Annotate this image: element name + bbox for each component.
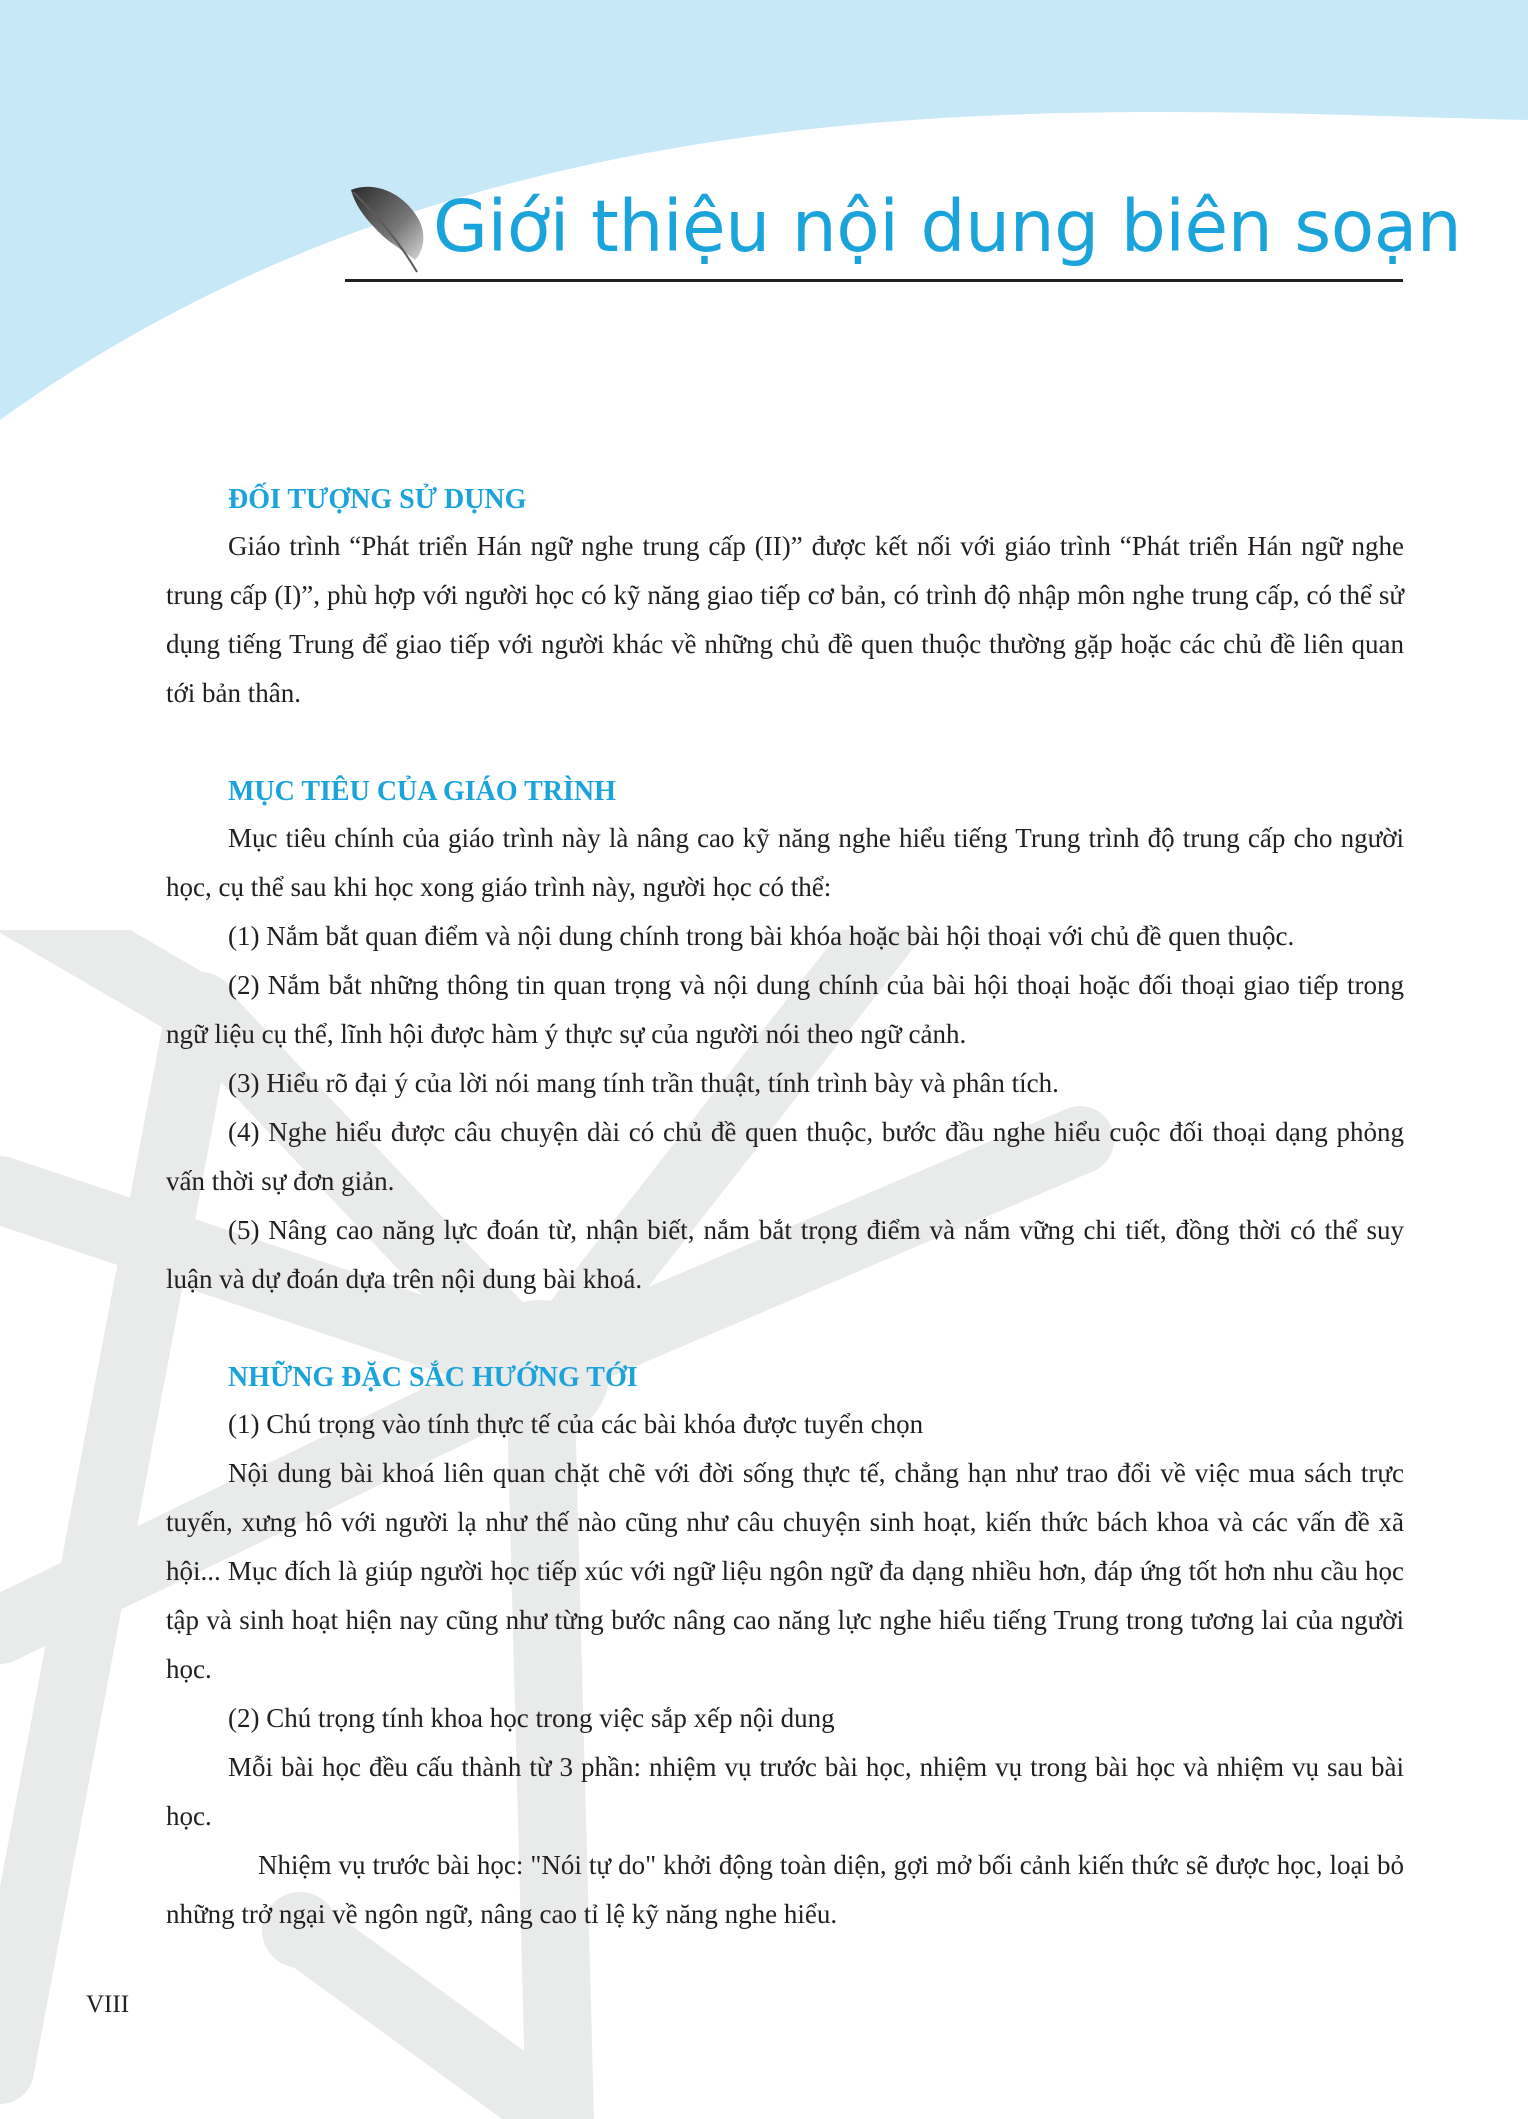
list-item: (2) Nắm bắt những thông tin quan trọng và nội dung chính của bài hội thoại hoặc đối thoại giao tiếp trong ngữ liệu cụ thể, lĩnh hội được hàm ý thực sự của người nói theo ngữ cảnh. (166, 970, 1404, 1049)
feather-icon (345, 180, 433, 276)
paragraph: Giáo trình “Phát triển Hán ngữ nghe trung cấp (II)” được kết nối với giáo trình “Phát triển Hán ngữ nghe trung cấp (I)”, phù hợp với người học có kỹ năng giao tiếp cơ bản, có trình độ nhập môn nghe trung cấp, có thể sử dụng tiếng Trung để giao tiếp với người khác về những chủ đề quen thuộc thường gặp hoặc các chủ đề liên quan tới bản thân. (166, 531, 1404, 708)
list-item: (5) Nâng cao năng lực đoán từ, nhận biết, nắm bắt trọng điểm và nắm vững chi tiết, đồng thời có thể suy luận và dự đoán dựa trên nội dung bài khoá. (166, 1215, 1404, 1294)
page-title: Giới thiệu nội dung biên soạn (433, 185, 1462, 268)
paragraph: Nhiệm vụ trước bài học: "Nói tự do" khởi động toàn diện, gợi mở bối cảnh kiến thức sẽ được học, loại bỏ những trở ngại về ngôn ngữ, nâng cao tỉ lệ kỹ năng nghe hiểu. (166, 1850, 1404, 1929)
list-item: (1) Nắm bắt quan điểm và nội dung chính trong bài khóa hoặc bài hội thoại với chủ đề quen thuộc. (228, 921, 1295, 951)
sub-heading: (2) Chú trọng tính khoa học trong việc sắp xếp nội dung (228, 1703, 835, 1733)
page-number: VIII (86, 1991, 130, 2018)
section-dac-sac (166, 1356, 1404, 1939)
list-item: (3) Hiểu rõ đại ý của lời nói mang tính trần thuật, tính trình bày và phân tích. (228, 1068, 1059, 1098)
section-heading: NHỮNG ĐẶC SẮC HƯỚNG TỚI (228, 1362, 638, 1393)
paragraph: Mỗi bài học đều cấu thành từ 3 phần: nhiệm vụ trước bài học, nhiệm vụ trong bài học và nhiệm vụ sau bài học. (166, 1752, 1404, 1831)
main-content (166, 478, 1404, 1939)
section-doi-tuong (166, 478, 1404, 718)
section-heading: ĐỐI TƯỢNG SỬ DỤNG (228, 484, 527, 515)
sub-heading: (1) Chú trọng vào tính thực tế của các bài khóa được tuyển chọn (228, 1409, 924, 1439)
paragraph: Nội dung bài khoá liên quan chặt chẽ với đời sống thực tế, chẳng hạn như trao đổi về việc mua sách trực tuyến, xưng hô với người lạ như thế nào cũng như câu chuyện sinh hoạt, kiến thức bách khoa và các vấn đề xã hội... Mục đích là giúp người học tiếp xúc với ngữ liệu ngôn ngữ đa dạng nhiều hơn, đáp ứng tốt hơn nhu cầu học tập và sinh hoạt hiện nay cũng như từng bước nâng cao năng lực nghe hiểu tiếng Trung trong tương lai của người học. (166, 1458, 1404, 1684)
section-muc-tieu (166, 770, 1404, 1304)
paragraph: Mục tiêu chính của giáo trình này là nâng cao kỹ năng nghe hiểu tiếng Trung trình độ trung cấp cho người học, cụ thể sau khi học xong giáo trình này, người học có thể: (166, 823, 1404, 902)
section-heading: MỤC TIÊU CỦA GIÁO TRÌNH (228, 776, 616, 807)
page-header (345, 180, 1462, 282)
list-item: (4) Nghe hiểu được câu chuyện dài có chủ đề quen thuộc, bước đầu nghe hiểu cuộc đối thoại dạng phỏng vấn thời sự đơn giản. (166, 1117, 1404, 1196)
title-underline (345, 279, 1403, 282)
